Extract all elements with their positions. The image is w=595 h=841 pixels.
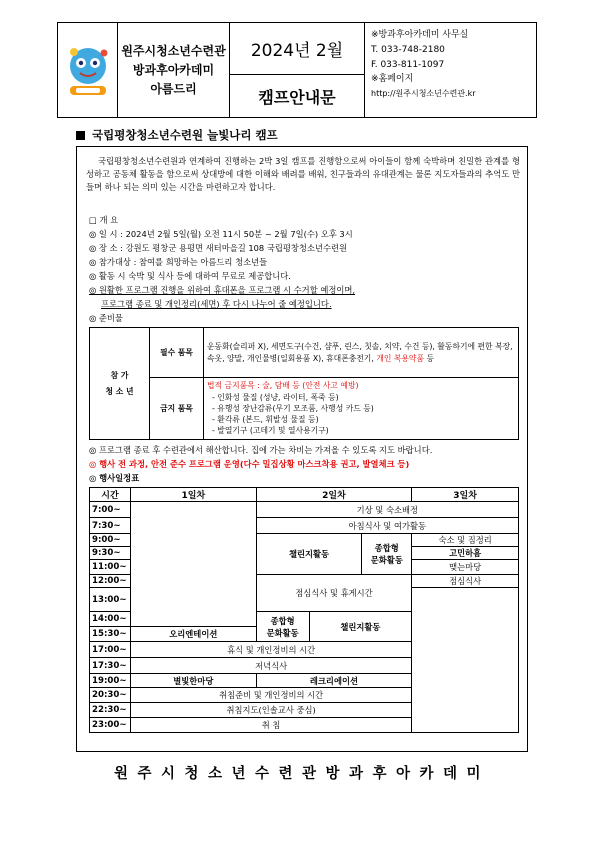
intro-paragraph: 국립평창청소년수련원과 연계하여 진행하는 2박 3일 캠프를 진행함으로써 아이들이 함께 숙박하며 친밀한 관계를 형성하고 공동체 활동을 함으로써 상대방에 대한 이해와 배려를 배워, 친구들과의 유대관계는 물론 지도자들과의 추억도 만들며 하나 되는 의미 있는 시간을 마련하고자 합니다. bbox=[86, 156, 520, 192]
time-cell: 12:00~ bbox=[90, 575, 131, 588]
square-bullet-icon bbox=[76, 131, 85, 140]
return-note: ◎ 프로그램 종료 후 수련관에서 해산합니다. 집에 가는 차비는 가져올 수 있도록 지도 바랍니다. bbox=[89, 445, 433, 455]
time-cell: 19:00~ bbox=[90, 674, 131, 688]
safety-note: ◎ 행사 전 과정, 안전 준수 프로그램 운영(다수 밀집상황 마스크착용 권고, 발열체크 등) bbox=[89, 459, 410, 469]
rest-personal-cell: 휴식 및 개인정비의 시간 bbox=[130, 642, 411, 658]
schedule-table bbox=[89, 487, 519, 733]
time-cell: 15:30~ bbox=[90, 627, 131, 642]
document-header bbox=[57, 22, 537, 118]
org-line-2: 방과후아카데미 bbox=[132, 62, 215, 77]
time-cell: 17:00~ bbox=[90, 642, 131, 658]
org-name bbox=[118, 23, 230, 117]
banned-item: - 인화성 물질 (성냥, 라이터, 폭죽 등) bbox=[212, 392, 339, 402]
day1-empty bbox=[130, 502, 256, 627]
contact-office: ※방과후아카데미 사무실 bbox=[371, 30, 469, 40]
main-content-box bbox=[76, 146, 528, 752]
supplies-table bbox=[89, 327, 519, 440]
orientation-cell: 오리엔테이션 bbox=[130, 627, 256, 642]
time-cell: 7:00~ bbox=[90, 502, 131, 518]
bed-prep-cell: 취침준비 및 개인정비의 시간 bbox=[130, 688, 411, 703]
time-cell: 23:00~ bbox=[90, 718, 131, 733]
contact-url[interactable]: http://원주시청소년수련관.kr bbox=[371, 89, 476, 99]
challenge-cell: 챌린지활동 bbox=[256, 534, 362, 575]
overview-place: ◎ 장 소 : 강원도 평창군 용평면 새터마을길 108 국립평창청소년수련원 bbox=[89, 243, 347, 253]
col-day1: 1일차 bbox=[130, 488, 256, 502]
dinner-cell: 저녁식사 bbox=[130, 658, 411, 674]
time-cell: 9:30~ bbox=[90, 547, 131, 560]
header-middle bbox=[230, 23, 365, 117]
banned-legal: 법적 금지품목 : 술, 담배 등 (안전 사고 예방) bbox=[207, 381, 359, 391]
col-time: 시간 bbox=[90, 488, 131, 502]
culture-line-1: 종합형 bbox=[374, 543, 399, 553]
org-line-3: 아름드리 bbox=[150, 81, 197, 96]
guidance-cell: 취침지도(인솔교사 중심) bbox=[130, 703, 411, 718]
required-text: 운동화(슬리퍼 X), 세면도구(수건, 샴푸, 린스, 칫솔, 치약, 수건 등), 활동하기에 편한 복장, 속옷, 양말, 개인물병(일회용품 X), 휴대폰충전기, bbox=[207, 342, 513, 363]
overview-phone-1: ◎ 원활한 프로그램 진행을 위하여 휴대폰을 프로그램 시 수거할 예정이며, bbox=[89, 285, 356, 295]
required-tail: 등 bbox=[423, 353, 434, 363]
required-label: 필수 품목 bbox=[150, 328, 204, 378]
org-line-1: 원주시청소년수련관 bbox=[121, 43, 226, 58]
schedule-heading: ◎ 행사일정표 bbox=[89, 473, 140, 483]
banned-item: - 유행성 장난감류(무기 모조품, 사행성 카드 등) bbox=[212, 403, 374, 413]
required-medicine: 개인 복용약품 bbox=[376, 353, 424, 363]
overview-date: ◎ 일 시 : 2024년 2월 5일(월) 오전 11시 50분 ~ 2월 7일(수) 오후 3시 bbox=[89, 229, 353, 239]
supplies-category bbox=[90, 328, 150, 440]
section-title-text: 국립평창청소년수련원 늘빛나리 캠프 bbox=[92, 128, 278, 142]
mascot-logo-icon bbox=[64, 42, 112, 98]
day3-empty bbox=[412, 588, 519, 733]
col-day3: 3일차 bbox=[412, 488, 519, 502]
time-cell: 13:00~ bbox=[90, 588, 131, 612]
overview-phone-2: 프로그램 종료 및 개인정리(세면) 후 다시 나누어 줄 예정입니다. bbox=[101, 299, 332, 309]
recreation-cell: 레크리에이션 bbox=[256, 674, 412, 688]
culture-cell-2 bbox=[256, 612, 309, 642]
sleep-cell: 취 침 bbox=[130, 718, 411, 733]
lunch-rest-cell: 점심식사 및 휴게시간 bbox=[256, 575, 412, 612]
culture-2-line-2: 문화활동 bbox=[266, 627, 299, 638]
contact-fax: F. 033-811-1097 bbox=[371, 59, 445, 70]
supplies-heading: ◎ 준비물 bbox=[89, 313, 123, 323]
time-cell: 22:30~ bbox=[90, 703, 131, 718]
culture-cell bbox=[362, 534, 412, 575]
required-items bbox=[204, 328, 519, 378]
goodbye-cell: 고민하흠 bbox=[412, 547, 519, 560]
supplies-category-line-1: 참 가 bbox=[110, 370, 129, 380]
wake-cell: 기상 및 숙소배정 bbox=[256, 502, 518, 518]
supplies-category-line-2: 청 소 년 bbox=[105, 386, 134, 396]
time-cell: 9:00~ bbox=[90, 534, 131, 547]
time-cell: 17:30~ bbox=[90, 658, 131, 674]
overview-heading: □ 개 요 bbox=[89, 215, 119, 225]
section-title bbox=[76, 127, 278, 143]
challenge-cell-2: 챌린지활동 bbox=[309, 612, 412, 642]
time-cell: 7:30~ bbox=[90, 518, 131, 534]
room-clean-cell: 숙소 및 짐정리 bbox=[412, 534, 519, 547]
overview-cost: ◎ 활동 시 숙박 및 식사 등에 대하여 무료로 제공합니다. bbox=[89, 271, 291, 281]
col-day2: 2일차 bbox=[256, 488, 412, 502]
document-title: 캠프안내문 bbox=[258, 87, 336, 107]
culture-2-line-1: 종합형 bbox=[270, 615, 295, 626]
closing-cell: 맺는마당 bbox=[412, 560, 519, 575]
banned-item: - 발열기구 (고데기 및 열사용기구) bbox=[212, 426, 329, 436]
time-cell: 20:30~ bbox=[90, 688, 131, 703]
time-cell: 14:00~ bbox=[90, 612, 131, 627]
overview-target: ◎ 참가대상 : 참여를 희망하는 아름드리 청소년들 bbox=[89, 257, 268, 267]
culture-line-2: 문화활동 bbox=[370, 555, 403, 565]
banned-item: - 환각류 (본드, 휘발성 물질 등) bbox=[212, 415, 319, 425]
contact-tel: T. 033-748-2180 bbox=[371, 44, 445, 55]
document-date: 2024년 2월 bbox=[230, 23, 364, 75]
night-event-cell: 별빛한마당 bbox=[130, 674, 256, 688]
footer-org-name: 원주시청소년수련관방과후아카데미 bbox=[113, 766, 491, 782]
time-cell: 11:00~ bbox=[90, 560, 131, 575]
banned-label: 금지 품목 bbox=[150, 378, 204, 440]
contact-home-label: ※홈페이지 bbox=[371, 74, 414, 85]
lunch-cell: 점심식사 bbox=[412, 575, 519, 588]
banned-items bbox=[204, 378, 519, 440]
logo-cell bbox=[58, 23, 118, 117]
breakfast-cell: 아침식사 및 여가활동 bbox=[256, 518, 518, 534]
contact-info bbox=[365, 23, 536, 117]
